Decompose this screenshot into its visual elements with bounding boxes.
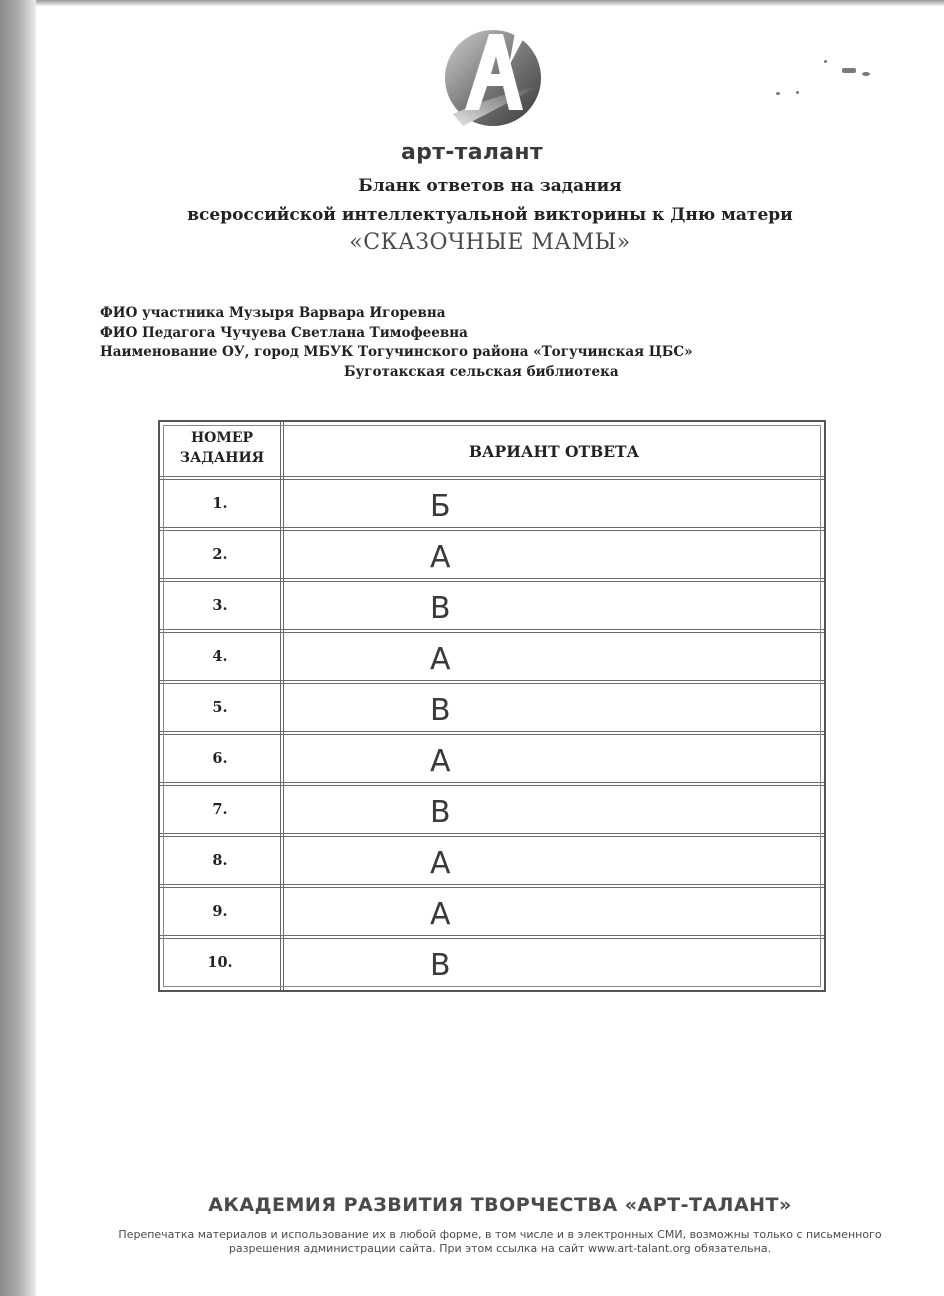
organization-name: Наименование ОУ, город МБУК Тогучинского района «Тогучинская ЦБС» — [100, 344, 693, 360]
academy-title: АКАДЕМИЯ РАЗВИТИЯ ТВОРЧЕСТВА «АРТ-ТАЛАНТ» — [208, 1194, 792, 1216]
brand-name: арт-талант — [401, 140, 543, 165]
copyright-notice: Перепечатка материалов и использование их в любой форме, в том числе и в электронных СМИ, возможны только с письменного разрешения администрации сайта. При этом ссылка на сайт www.art-talant.org обязательна. — [118, 1228, 882, 1255]
organization-branch: Буготакская сельская библиотека — [344, 364, 619, 380]
table-row — [160, 680, 824, 731]
teacher-name: ФИО Педагога Чучуева Светлана Тимофеевна — [100, 325, 468, 341]
task-number: 5. — [212, 699, 228, 716]
scan-speck — [796, 91, 799, 94]
art-talant-logo-icon — [443, 26, 543, 134]
handwritten-answer: В — [430, 795, 451, 830]
scan-speck — [824, 60, 827, 63]
task-number: 8. — [212, 852, 228, 869]
handwritten-answer: А — [430, 642, 451, 677]
table-row — [160, 629, 824, 680]
handwritten-answer: Б — [430, 489, 451, 524]
table-row — [160, 782, 824, 833]
scan-speck — [776, 92, 780, 95]
task-number: 3. — [212, 597, 228, 614]
handwritten-answer: А — [430, 744, 451, 779]
scan-speck — [842, 68, 856, 73]
header-task-number: НОМЕР ЗАДАНИЯ — [179, 430, 265, 466]
scan-speck — [862, 72, 870, 76]
table-row — [160, 935, 824, 986]
table-row — [160, 833, 824, 884]
table-row — [160, 578, 824, 629]
task-number: 10. — [207, 954, 233, 971]
table-row — [160, 476, 824, 527]
quiz-name: «СКАЗОЧНЫЕ МАМЫ» — [349, 230, 631, 255]
task-number: 2. — [212, 546, 228, 563]
header-answer-variant: ВАРИАНТ ОТВЕТА — [468, 442, 640, 461]
form-title: Бланк ответов на задания — [358, 176, 622, 196]
task-number: 7. — [212, 801, 228, 818]
handwritten-answer: А — [430, 540, 451, 575]
handwritten-answer: В — [430, 693, 451, 728]
task-number: 6. — [212, 750, 228, 767]
scan-shadow-top — [36, 0, 944, 6]
handwritten-answer: В — [430, 948, 451, 983]
handwritten-answer: А — [430, 897, 451, 932]
task-number: 9. — [212, 903, 228, 920]
table-row — [160, 884, 824, 935]
handwritten-answer: А — [430, 846, 451, 881]
participant-name: ФИО участника Музыря Варвара Игоревна — [100, 305, 446, 321]
task-number: 1. — [212, 495, 228, 512]
form-subtitle: всероссийской интеллектуальной викторины к Дню матери — [187, 205, 793, 225]
answers-table — [158, 420, 826, 992]
table-row — [160, 527, 824, 578]
table-row — [160, 731, 824, 782]
handwritten-answer: В — [430, 591, 451, 626]
task-number: 4. — [212, 648, 228, 665]
